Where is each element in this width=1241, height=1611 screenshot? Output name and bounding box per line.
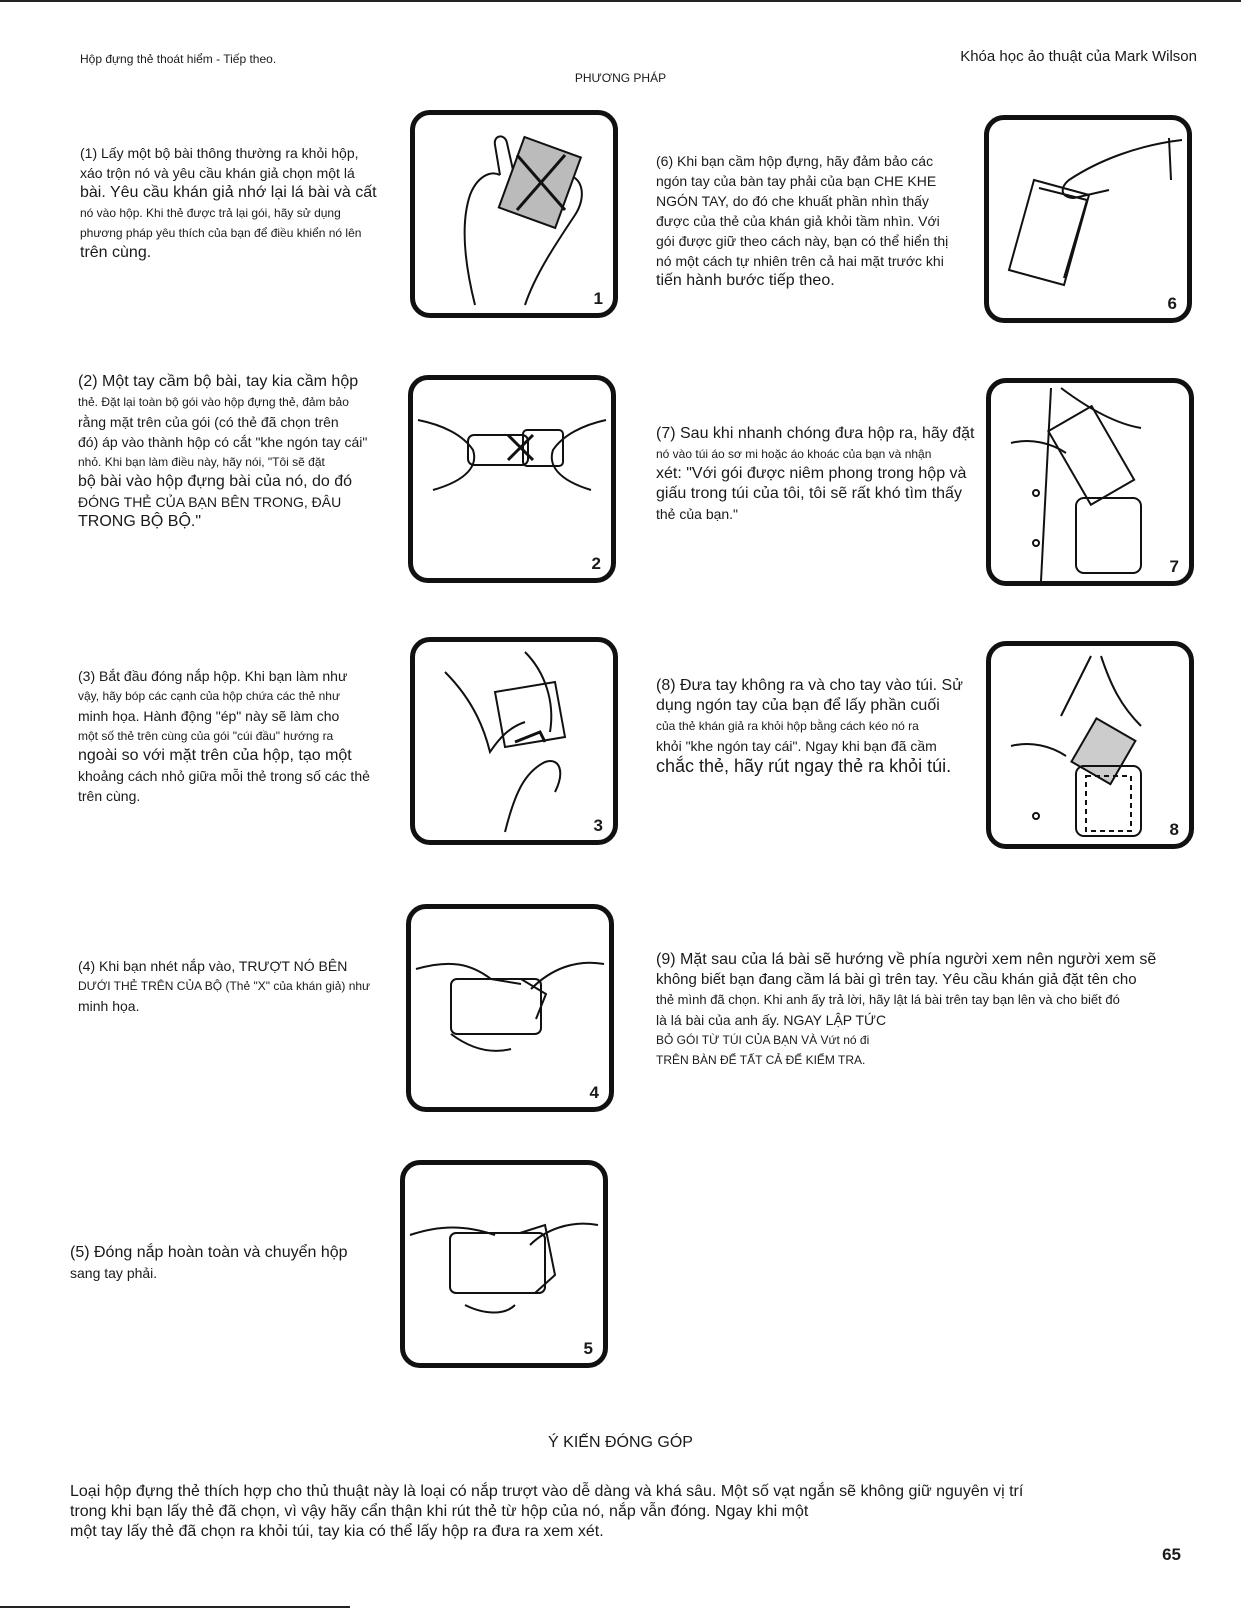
step-9-line: là lá bài của anh ấy. NGAY LẬP TỨC: [656, 1012, 887, 1028]
step-3-line: vậy, hãy bóp các cạnh của hộp chứa các thẻ như: [78, 689, 341, 703]
right-hand-holding-case-illustration: [989, 120, 1187, 318]
step-2-line: bộ bài vào hộp đựng bài của nó, do đó: [78, 473, 353, 490]
step-7-line: nó vào túi áo sơ mi hoặc áo khoác của bạn và nhận: [656, 447, 932, 461]
step-2-line: TRONG BỘ BỘ.": [78, 513, 202, 530]
top-rule: [0, 0, 1241, 2]
panel-number: 8: [1169, 820, 1179, 839]
step-3-line: trên cùng.: [78, 788, 141, 804]
panel-number: 5: [583, 1339, 593, 1358]
step-3-line: minh họa. Hành động "ép" này sẽ làm cho: [78, 708, 340, 724]
step-3-line: một số thẻ trên cùng của gói "cúi đầu" hướng ra: [78, 729, 334, 743]
comments-line: một tay lấy thẻ đã chọn ra khỏi túi, tay kia có thể lấy hộp ra đưa ra xem xét.: [70, 1523, 604, 1540]
step-1-line: phương pháp yêu thích của bạn để điều khiển nó lên: [80, 226, 362, 240]
panel-number: 6: [1167, 294, 1177, 313]
step-7-line: (7) Sau khi nhanh chóng đưa hộp ra, hãy đặt: [656, 425, 975, 442]
card-out-of-pocket-illustration: [991, 646, 1189, 844]
step-3-line: ngoài so với mặt trên của hộp, tạo một: [78, 747, 352, 764]
illustration-panel-2: [408, 375, 616, 583]
step-8-text: [656, 676, 974, 776]
step-9-line: thẻ mình đã chọn. Khi anh ấy trả lời, hãy lật lá bài trên tay bạn lên và cho biết đó: [656, 992, 1120, 1007]
step-4-line: minh họa.: [78, 998, 140, 1014]
hands-closing-case-illustration: [405, 1165, 603, 1363]
step-4-line: DƯỚI THẺ TRÊN CỦA BỘ (Thẻ "X" của khán giả) như: [78, 979, 371, 993]
bottom-rule: [0, 1606, 350, 1608]
step-8-line: khỏi "khe ngón tay cái". Ngay khi bạn đã cầm: [656, 738, 937, 754]
illustration-panel-4: [406, 904, 614, 1112]
comments-text: [70, 1482, 1023, 1542]
step-7-line: giấu trong túi của tôi, tôi sẽ rất khó tìm thấy: [656, 485, 962, 502]
illustration-panel-7: [986, 378, 1194, 586]
step-6-line: nó một cách tự nhiên trên cả hai mặt trước khi: [656, 253, 944, 269]
step-8-line: dụng ngón tay của bạn để lấy phần cuối: [656, 697, 940, 714]
page-number: 65: [1162, 1545, 1181, 1564]
step-2-line: ĐÓNG THẺ CỦA BẠN BÊN TRONG, ĐÂU: [78, 494, 342, 510]
comments-line: Loại hộp đựng thẻ thích hợp cho thủ thuật này là loại có nắp trượt vào dễ dàng và khá sâu. Một số vạt ngắn sẽ không giữ nguyên vị trí: [70, 1483, 1024, 1500]
step-2-line: rằng mặt trên của gói (có thẻ đã chọn trên: [78, 414, 339, 430]
step-6-line: được của thẻ của khán giả khỏi tầm nhìn. Với: [656, 213, 940, 229]
step-2-line: (2) Một tay cầm bộ bài, tay kia cầm hộp: [78, 373, 359, 390]
step-1-line: xáo trộn nó và yêu cầu khán giả chọn một lá: [80, 165, 355, 181]
step-3-line: (3) Bắt đầu đóng nắp hộp. Khi bạn làm như: [78, 668, 348, 684]
step-3-line: khoảng cách nhỏ giữa mỗi thẻ trong số các thẻ: [78, 768, 370, 784]
illustration-panel-8: [986, 641, 1194, 849]
panel-number: 4: [589, 1083, 599, 1102]
step-2-line: đó) áp vào thành hộp có cắt "khe ngón tay cái": [78, 434, 368, 450]
step-6-line: NGÓN TAY, do đó che khuất phần nhìn thấy: [656, 193, 929, 209]
step-7-line: thẻ của bạn.": [656, 506, 739, 522]
step-8-line: (8) Đưa tay không ra và cho tay vào túi. Sử: [656, 677, 963, 694]
case-into-pocket-illustration: [991, 383, 1189, 581]
step-6-line: gói được giữ theo cách này, bạn có thể hiển thị: [656, 233, 949, 249]
step-9-text: [656, 950, 1196, 1070]
illustration-panel-1: [410, 110, 618, 318]
step-1-text: [80, 143, 398, 263]
comments-line: trong khi bạn lấy thẻ đã chọn, vì vậy hãy cẩn thận khi rút thẻ từ hộp của nó, nắp vẫn đóng. Ngay khi một: [70, 1503, 809, 1520]
panel-number: 2: [591, 554, 601, 573]
step-5-text: [70, 1243, 388, 1283]
panel-number: 7: [1169, 557, 1179, 576]
step-5-line: sang tay phải.: [70, 1265, 158, 1281]
section-heading-method: PHƯƠNG PHÁP: [574, 71, 667, 85]
step-6-text: [656, 151, 974, 291]
step-7-text: [656, 424, 974, 524]
step-9-line: TRÊN BÀN ĐỂ TẤT CẢ ĐỂ KIỂM TRA.: [656, 1053, 866, 1067]
step-8-line: chắc thẻ, hãy rút ngay thẻ ra khỏi túi.: [656, 756, 952, 776]
header-left: Hộp đựng thẻ thoát hiểm - Tiếp theo.: [80, 52, 277, 66]
panel-number: 1: [593, 289, 603, 308]
illustration-panel-3: [410, 637, 618, 845]
step-4-line: (4) Khi bạn nhét nắp vào, TRƯỢT NÓ BÊN: [78, 958, 348, 974]
panel-number: 3: [593, 816, 603, 835]
step-2-line: nhỏ. Khi bạn làm điều này, hãy nói, "Tôi sẽ đặt: [78, 455, 325, 469]
comments-heading: Ý KIẾN ĐÓNG GÓP: [548, 1434, 693, 1451]
step-1-line: nó vào hộp. Khi thẻ được trả lại gói, hãy sử dụng: [80, 206, 341, 220]
step-8-line: của thẻ khán giả ra khỏi hộp bằng cách kéo nó ra: [656, 719, 919, 733]
hand-holding-deck-illustration: [415, 115, 613, 313]
step-6-line: (6) Khi bạn cầm hộp đựng, hãy đảm bảo các: [656, 153, 934, 169]
step-2-text: [78, 372, 396, 532]
step-3-text: [78, 666, 396, 806]
step-7-line: xét: "Với gói được niêm phong trong hộp và: [656, 465, 967, 482]
hands-tucking-flap-illustration: [411, 909, 609, 1107]
step-1-line: trên cùng.: [80, 244, 152, 261]
step-9-line: (9) Mặt sau của lá bài sẽ hướng về phía người xem nên người xem sẽ: [656, 951, 1157, 968]
hands-inserting-deck-illustration: [413, 380, 611, 578]
illustration-panel-6: [984, 115, 1192, 323]
header-right: Khóa học ảo thuật của Mark Wilson: [960, 48, 1197, 65]
step-4-text: [78, 956, 396, 1016]
step-2-line: thẻ. Đặt lại toàn bộ gói vào hộp đựng thẻ, đảm bảo: [78, 395, 349, 409]
step-1-line: bài. Yêu cầu khán giả nhớ lại lá bài và cất: [80, 184, 377, 201]
step-6-line: tiến hành bước tiếp theo.: [656, 272, 835, 289]
step-5-line: (5) Đóng nắp hoàn toàn và chuyển hộp: [70, 1244, 348, 1261]
hands-squeezing-case-illustration: [415, 642, 613, 840]
step-9-line: BỎ GÓI TỪ TÚI CỦA BẠN VÀ Vứt nó đi: [656, 1033, 870, 1047]
step-6-line: ngón tay của bàn tay phải của bạn CHE KHE: [656, 173, 937, 189]
step-9-line: không biết bạn đang cầm lá bài gì trên tay. Yêu cầu khán giả đặt tên cho: [656, 971, 1137, 988]
illustration-panel-5: [400, 1160, 608, 1368]
step-1-line: (1) Lấy một bộ bài thông thường ra khỏi hộp,: [80, 145, 359, 161]
